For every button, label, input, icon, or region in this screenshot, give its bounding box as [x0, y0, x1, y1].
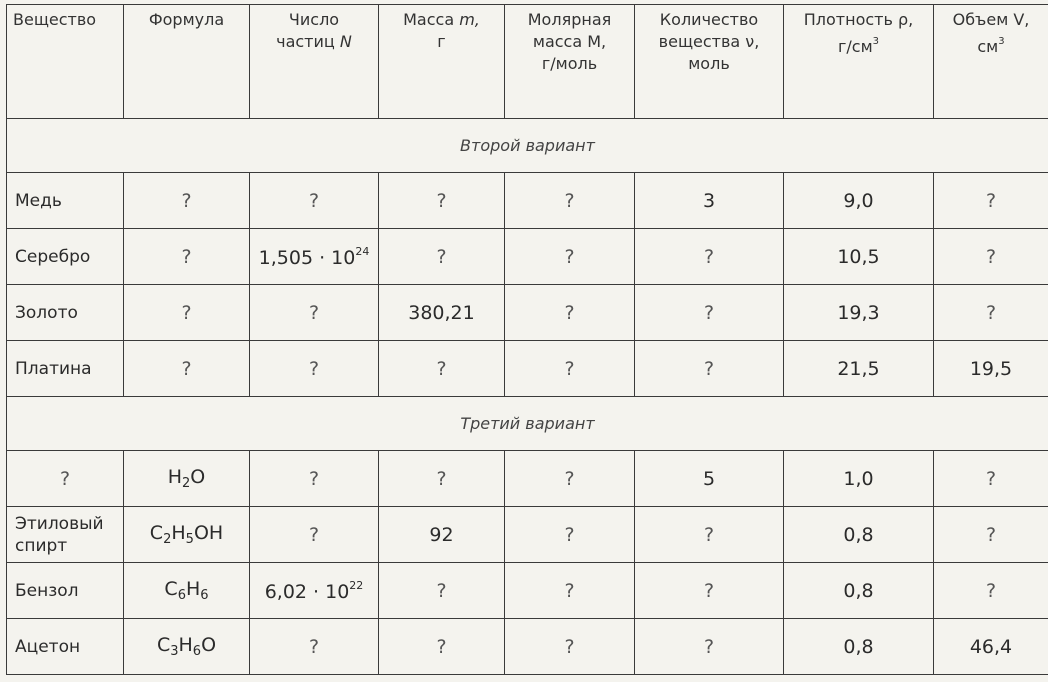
cell-density: 10,5 [784, 229, 934, 285]
cell-formula: ? [124, 173, 250, 229]
table-row [7, 229, 1048, 285]
cell-volume: 19,5 [934, 341, 1048, 397]
header-molar-line2: масса M, [532, 32, 607, 51]
cell-mass: ? [379, 619, 505, 675]
header-particles-line1: Число [288, 10, 340, 29]
formula-part: C [164, 578, 178, 600]
header-volume-unit: см [977, 37, 999, 56]
header-density [784, 5, 934, 119]
cell-particles: ? [250, 173, 379, 229]
particles-base: 1,505 · 10 [258, 246, 356, 269]
header-amount [635, 5, 784, 119]
header-mass-symbol: m, [459, 10, 480, 29]
cell-density: 19,3 [784, 285, 934, 341]
cell-substance: Медь [7, 173, 124, 229]
formula-part: C [149, 522, 164, 544]
formula-part: H [178, 634, 193, 656]
header-volume-line1: Объем V, [952, 10, 1030, 29]
cell-formula: ? [124, 229, 250, 285]
table-row [7, 563, 1048, 619]
substance-name-line1: Этиловый [15, 513, 104, 534]
cell-particles [250, 229, 379, 285]
cell-molar-mass: ? [505, 507, 635, 563]
cell-molar-mass: ? [505, 285, 635, 341]
table-row [7, 285, 1048, 341]
cell-mass: ? [379, 341, 505, 397]
formula-subscript: 5 [185, 532, 194, 547]
particles-exponent: 24 [355, 244, 370, 258]
cell-substance: Золото [7, 285, 124, 341]
formula-part: H [171, 522, 186, 544]
table-row [7, 173, 1048, 229]
formula-part: H [185, 578, 201, 600]
table-row [7, 619, 1048, 675]
cell-mass: ? [379, 229, 505, 285]
cell-substance: Платина [7, 341, 124, 397]
header-substance-label: Вещество [13, 10, 97, 29]
substance-name-line2: спирт [15, 535, 68, 556]
cell-particles: ? [250, 619, 379, 675]
header-particles [250, 5, 379, 119]
formula-subscript: 2 [163, 532, 172, 547]
cell-substance [7, 507, 124, 563]
cell-particles: ? [250, 451, 379, 507]
table-row [7, 451, 1048, 507]
cell-density: 9,0 [784, 173, 934, 229]
cell-molar-mass: ? [505, 563, 635, 619]
particles-base: 6,02 · 10 [264, 580, 350, 603]
cell-mass: 92 [379, 507, 505, 563]
cell-formula: ? [124, 341, 250, 397]
header-density-exponent: 3 [872, 36, 880, 47]
cell-volume: ? [934, 563, 1048, 619]
formula-part: OH [193, 522, 224, 544]
section-title-third: Третий вариант [7, 397, 1048, 451]
cell-molar-mass: ? [505, 229, 635, 285]
header-amount-line1: Количество [659, 10, 759, 29]
formula-subscript: 6 [200, 588, 209, 603]
formula-part: C [156, 634, 171, 656]
cell-volume: ? [934, 451, 1048, 507]
formula-subscript: 6 [192, 644, 202, 659]
header-particles-symbol: N [339, 32, 352, 51]
cell-mass: ? [379, 563, 505, 619]
header-mass-unit: г [437, 32, 446, 51]
section-title-second: Второй вариант [7, 119, 1048, 173]
cell-formula [124, 507, 250, 563]
cell-substance: ? [7, 451, 124, 507]
cell-density: 1,0 [784, 451, 934, 507]
header-formula-label: Формула [148, 10, 225, 29]
cell-formula [124, 563, 250, 619]
header-row [7, 5, 1048, 119]
header-mass [379, 5, 505, 119]
cell-amount: ? [635, 563, 784, 619]
header-density-unit: г/см [837, 37, 873, 56]
cell-density: 0,8 [784, 619, 934, 675]
header-volume-exponent: 3 [998, 36, 1005, 47]
header-volume [934, 5, 1048, 119]
cell-volume: ? [934, 173, 1048, 229]
cell-amount: 3 [635, 173, 784, 229]
cell-amount: ? [635, 507, 784, 563]
cell-formula [124, 451, 250, 507]
cell-substance: Ацетон [7, 619, 124, 675]
cell-mass: ? [379, 173, 505, 229]
cell-molar-mass: ? [505, 619, 635, 675]
cell-volume: ? [934, 229, 1048, 285]
cell-mass: 380,21 [379, 285, 505, 341]
header-molar-line1: Молярная [527, 10, 612, 29]
cell-volume: ? [934, 285, 1048, 341]
cell-substance: Серебро [7, 229, 124, 285]
cell-molar-mass: ? [505, 451, 635, 507]
cell-particles: ? [250, 507, 379, 563]
cell-amount: ? [635, 285, 784, 341]
formula-part: O [201, 634, 217, 656]
cell-amount: ? [635, 341, 784, 397]
cell-volume: 46,4 [934, 619, 1048, 675]
formula-subscript: 6 [177, 588, 186, 603]
header-amount-unit: моль [688, 54, 730, 73]
header-density-line1: Плотность ρ, [803, 10, 914, 29]
cell-molar-mass: ? [505, 341, 635, 397]
formula-part: O [190, 466, 206, 488]
particles-exponent: 22 [349, 578, 364, 592]
formula-part: H [167, 466, 183, 488]
cell-particles: ? [250, 285, 379, 341]
table-row [7, 341, 1048, 397]
cell-amount: ? [635, 229, 784, 285]
cell-particles: ? [250, 341, 379, 397]
cell-density: 0,8 [784, 507, 934, 563]
cell-molar-mass: ? [505, 173, 635, 229]
cell-particles [250, 563, 379, 619]
formula-subscript: 2 [182, 476, 191, 491]
substances-table [6, 4, 1048, 675]
cell-mass: ? [379, 451, 505, 507]
section-row-third [7, 397, 1048, 451]
cell-substance: Бензол [7, 563, 124, 619]
section-row-second [7, 119, 1048, 173]
header-molar-unit: г/моль [541, 54, 598, 73]
header-amount-line2: вещества ν, [658, 32, 760, 51]
cell-density: 0,8 [784, 563, 934, 619]
formula-subscript: 3 [170, 644, 179, 659]
header-substance [7, 5, 124, 119]
cell-amount: 5 [635, 451, 784, 507]
header-formula [124, 5, 250, 119]
header-particles-line2: частиц [276, 32, 335, 51]
header-mass-line1: Масса [403, 10, 455, 29]
cell-volume: ? [934, 507, 1048, 563]
cell-formula: ? [124, 285, 250, 341]
cell-density: 21,5 [784, 341, 934, 397]
cell-formula [124, 619, 250, 675]
table-row [7, 507, 1048, 563]
header-molar [505, 5, 635, 119]
cell-amount: ? [635, 619, 784, 675]
